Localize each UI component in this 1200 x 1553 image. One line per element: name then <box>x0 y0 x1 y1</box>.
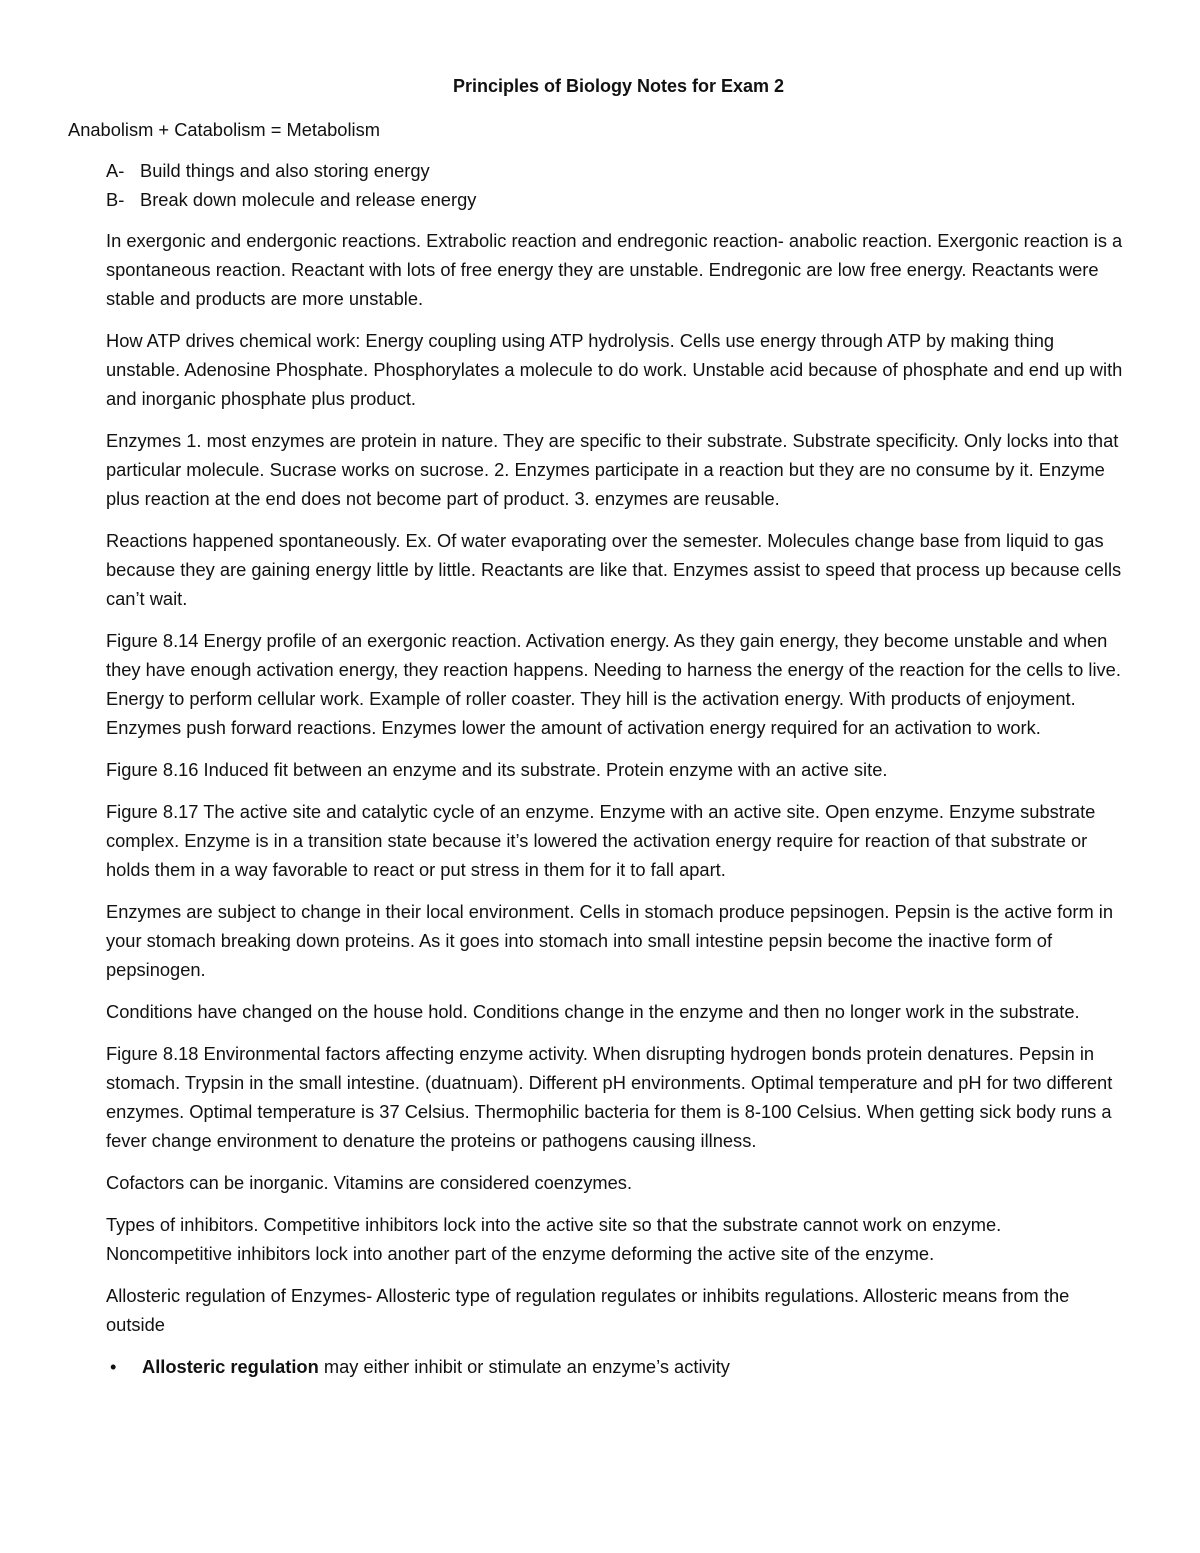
paragraph-enzymes: Enzymes 1. most enzymes are protein in nature. They are specific to their substrate. Substrate specificity. Only locks into that particular molecule. Sucrase works on sucrose. 2. Enzymes participate in a reaction but they are no consume by it. Enzyme plus reaction at the end does not become part of product. 3. enzymes are reusable. <box>106 430 1119 509</box>
paragraph-figure-8-14: Figure 8.14 Energy profile of an exergonic reaction. Activation energy. As they gain energy, they become unstable and when they have enough activation energy, they reaction happens. Needing to harness the energy of the reaction for the cells to live. Energy to perform cellular work. Example of roller coaster. They hill is the activation energy. With products of enjoyment. Enzymes push forward reactions. Enzymes lower the amount of activation energy required for an activation to work. <box>106 630 1121 738</box>
list-item <box>106 185 1131 214</box>
bullet-list <box>106 1352 1131 1381</box>
paragraph-exergonic: In exergonic and endergonic reactions. Extrabolic reaction and endregonic reaction- anabolic reaction. Exergonic reaction is a spontaneous reaction. Reactant with lots of free energy they are unstable. Endregonic are low free energy. Reactants were stable and products are more unstable. <box>106 230 1123 309</box>
list-item <box>106 156 1131 185</box>
paragraph-atp: How ATP drives chemical work: Energy coupling using ATP hydrolysis. Cells use energy through ATP by making thing unstable. Adenosine Phosphate. Phosphorylates a molecule to do work. Unstable acid because of phosphate and end up with and inorganic phosphate plus product. <box>106 330 1123 409</box>
energy-list <box>106 156 1131 214</box>
paragraph-figure-8-17: Figure 8.17 The active site and catalytic cycle of an enzyme. Enzyme with an active site. Open enzyme. Enzyme substrate complex. Enzyme is in a transition state because it’s lowered the activation energy require for reaction of that substrate or holds them in a way favorable to react or put stress in them for it to fall apart. <box>106 801 1096 880</box>
list-marker: A- <box>106 160 125 181</box>
metabolism-equation: Anabolism + Catabolism = Metabolism <box>68 119 380 140</box>
paragraph-figure-8-18: Figure 8.18 Environmental factors affecting enzyme activity. When disrupting hydrogen bonds protein denatures. Pepsin in stomach. Trypsin in the small intestine. (duatnuam). Different pH environments. Optimal temperature and pH for two different enzymes. Optimal temperature is 37 Celsius. Thermophilic bacteria for them is 8-100 Celsius. When getting sick body runs a fever change environment to denature the proteins or pathogens causing illness. <box>106 1043 1113 1151</box>
paragraph-cofactors: Cofactors can be inorganic. Vitamins are considered coenzymes. <box>106 1172 633 1193</box>
paragraph-conditions: Conditions have changed on the house hold. Conditions change in the enzyme and then no longer work in the substrate. <box>106 1001 1080 1022</box>
list-item-text: Build things and also storing energy <box>140 160 430 181</box>
paragraph-figure-8-16: Figure 8.16 Induced fit between an enzyme and its substrate. Protein enzyme with an active site. <box>106 759 888 780</box>
list-marker: B- <box>106 189 125 210</box>
list-item <box>106 1352 1131 1381</box>
paragraph-allosteric: Allosteric regulation of Enzymes- Allosteric type of regulation regulates or inhibits regulations. Allosteric means from the outside <box>106 1285 1070 1335</box>
bullet-icon: • <box>110 1356 117 1377</box>
list-item-text: Break down molecule and release energy <box>140 189 477 210</box>
paragraph-inhibitors: Types of inhibitors. Competitive inhibitors lock into the active site so that the substrate cannot work on enzyme. Noncompetitive inhibitors lock into another part of the enzyme deforming the active site of the enzyme. <box>106 1214 1002 1264</box>
document-body <box>68 73 1131 1381</box>
paragraph-environment: Enzymes are subject to change in their local environment. Cells in stomach produce pepsinogen. Pepsin is the active form in your stomach breaking down proteins. As it goes into stomach into small intestine pepsin become the inactive form of pepsinogen. <box>106 901 1114 980</box>
bullet-text: may either inhibit or stimulate an enzyme’s activity <box>318 1356 730 1377</box>
page-title: Principles of Biology Notes for Exam 2 <box>452 76 785 96</box>
bullet-bold-text: Allosteric regulation <box>142 1356 319 1377</box>
paragraph-spontaneous: Reactions happened spontaneously. Ex. Of water evaporating over the semester. Molecules change base from liquid to gas because they are gaining energy little by little. Reactants are like that. Enzymes assist to speed that process up because cells can’t wait. <box>106 530 1122 609</box>
